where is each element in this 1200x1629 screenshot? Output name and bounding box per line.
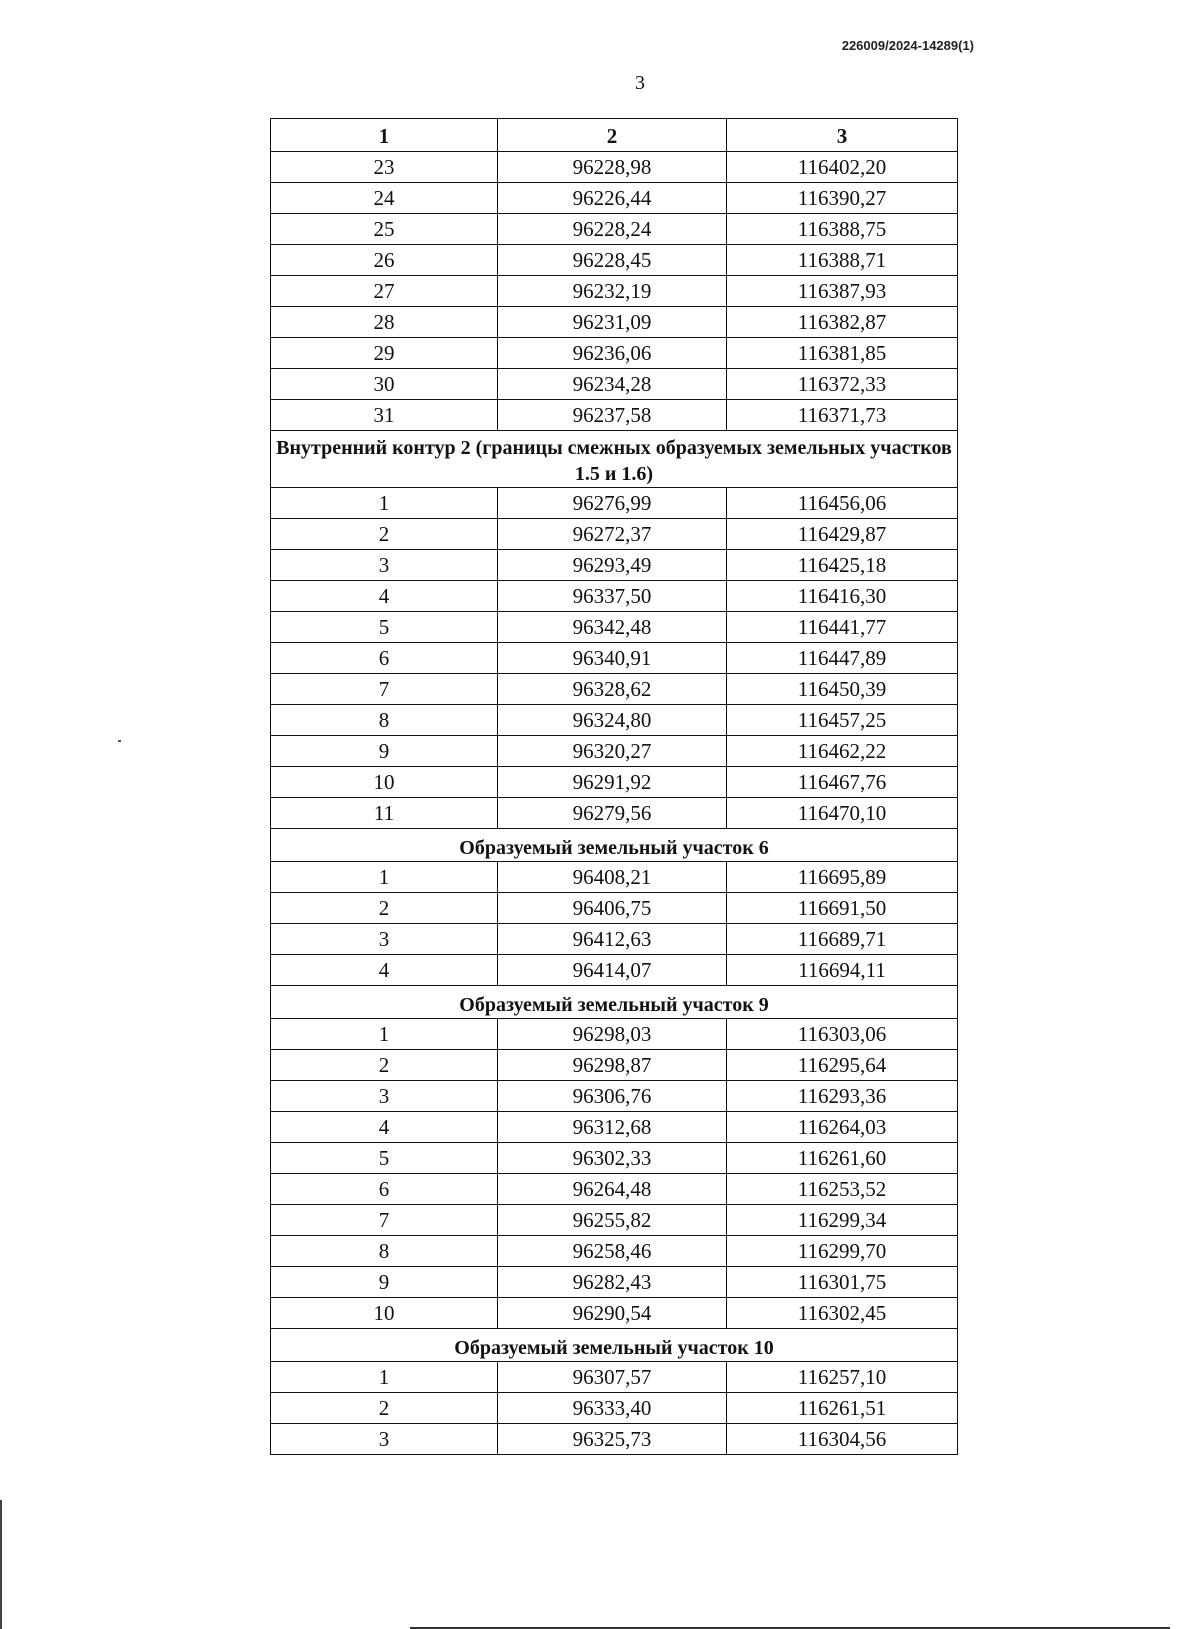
- table-row: [271, 1424, 958, 1455]
- y-coordinate-cell: 116429,87: [727, 519, 958, 550]
- table-row: [271, 612, 958, 643]
- table-row: [271, 550, 958, 581]
- y-coordinate-cell: 116456,06: [727, 488, 958, 519]
- table-row: [271, 955, 958, 986]
- x-coordinate-cell: 96337,50: [498, 581, 727, 612]
- y-coordinate-cell: 116691,50: [727, 893, 958, 924]
- x-coordinate-cell: 96279,56: [498, 798, 727, 829]
- y-coordinate-cell: 116457,25: [727, 705, 958, 736]
- y-coordinate-cell: 116303,06: [727, 1019, 958, 1050]
- y-coordinate-cell: 116372,33: [727, 369, 958, 400]
- header-col-2: 2: [498, 119, 727, 152]
- y-coordinate-cell: 116388,71: [727, 245, 958, 276]
- document-number: 226009/2024-14289(1): [841, 38, 974, 53]
- y-coordinate-cell: 116293,36: [727, 1081, 958, 1112]
- point-number-cell: 27: [271, 276, 498, 307]
- table-row: [271, 893, 958, 924]
- table-row: [271, 924, 958, 955]
- table-row: [271, 369, 958, 400]
- x-coordinate-cell: 96298,87: [498, 1050, 727, 1081]
- point-number-cell: 10: [271, 767, 498, 798]
- x-coordinate-cell: 96298,03: [498, 1019, 727, 1050]
- table-row: [271, 152, 958, 183]
- table-row: [271, 1174, 958, 1205]
- x-coordinate-cell: 96290,54: [498, 1298, 727, 1329]
- section-header-row: [271, 431, 958, 488]
- x-coordinate-cell: 96408,21: [498, 862, 727, 893]
- y-coordinate-cell: 116425,18: [727, 550, 958, 581]
- x-coordinate-cell: 96236,06: [498, 338, 727, 369]
- y-coordinate-cell: 116695,89: [727, 862, 958, 893]
- table-row: [271, 1267, 958, 1298]
- x-coordinate-cell: 96412,63: [498, 924, 727, 955]
- x-coordinate-cell: 96258,46: [498, 1236, 727, 1267]
- table-row: [271, 1112, 958, 1143]
- y-coordinate-cell: 116299,34: [727, 1205, 958, 1236]
- coordinates-table: [270, 118, 958, 1455]
- y-coordinate-cell: 116295,64: [727, 1050, 958, 1081]
- point-number-cell: 25: [271, 214, 498, 245]
- table-row: [271, 307, 958, 338]
- table-row: [271, 1362, 958, 1393]
- table-header-row: [271, 119, 958, 152]
- point-number-cell: 2: [271, 519, 498, 550]
- x-coordinate-cell: 96231,09: [498, 307, 727, 338]
- point-number-cell: 7: [271, 1205, 498, 1236]
- y-coordinate-cell: 116689,71: [727, 924, 958, 955]
- table-row: [271, 276, 958, 307]
- point-number-cell: 8: [271, 705, 498, 736]
- point-number-cell: 2: [271, 893, 498, 924]
- page-number: 3: [635, 72, 645, 94]
- x-coordinate-cell: 96237,58: [498, 400, 727, 431]
- table-row: [271, 581, 958, 612]
- y-coordinate-cell: 116301,75: [727, 1267, 958, 1298]
- point-number-cell: 7: [271, 674, 498, 705]
- point-number-cell: 5: [271, 1143, 498, 1174]
- x-coordinate-cell: 96312,68: [498, 1112, 727, 1143]
- x-coordinate-cell: 96333,40: [498, 1393, 727, 1424]
- y-coordinate-cell: 116382,87: [727, 307, 958, 338]
- table-row: [271, 767, 958, 798]
- table-row: [271, 643, 958, 674]
- y-coordinate-cell: 116261,60: [727, 1143, 958, 1174]
- point-number-cell: 6: [271, 1174, 498, 1205]
- y-coordinate-cell: 116381,85: [727, 338, 958, 369]
- table-row: [271, 1019, 958, 1050]
- header-col-3: 3: [727, 119, 958, 152]
- point-number-cell: 1: [271, 1362, 498, 1393]
- x-coordinate-cell: 96226,44: [498, 183, 727, 214]
- point-number-cell: 4: [271, 581, 498, 612]
- table-row: [271, 736, 958, 767]
- y-coordinate-cell: 116462,22: [727, 736, 958, 767]
- point-number-cell: 4: [271, 955, 498, 986]
- point-number-cell: 29: [271, 338, 498, 369]
- table-row: [271, 400, 958, 431]
- table-row: [271, 1050, 958, 1081]
- x-coordinate-cell: 96232,19: [498, 276, 727, 307]
- y-coordinate-cell: 116302,45: [727, 1298, 958, 1329]
- point-number-cell: 2: [271, 1050, 498, 1081]
- table-row: [271, 488, 958, 519]
- x-coordinate-cell: 96325,73: [498, 1424, 727, 1455]
- x-coordinate-cell: 96306,76: [498, 1081, 727, 1112]
- point-number-cell: 1: [271, 488, 498, 519]
- x-coordinate-cell: 96264,48: [498, 1174, 727, 1205]
- x-coordinate-cell: 96282,43: [498, 1267, 727, 1298]
- point-number-cell: 31: [271, 400, 498, 431]
- y-coordinate-cell: 116447,89: [727, 643, 958, 674]
- table-row: [271, 1393, 958, 1424]
- x-coordinate-cell: 96340,91: [498, 643, 727, 674]
- x-coordinate-cell: 96276,99: [498, 488, 727, 519]
- y-coordinate-cell: 116390,27: [727, 183, 958, 214]
- point-number-cell: 28: [271, 307, 498, 338]
- x-coordinate-cell: 96228,98: [498, 152, 727, 183]
- section-header-row: [271, 986, 958, 1019]
- coordinates-table-body: [271, 119, 958, 1455]
- section-title: Образуемый земельный участок 10: [271, 1329, 958, 1362]
- point-number-cell: 30: [271, 369, 498, 400]
- table-row: [271, 1236, 958, 1267]
- y-coordinate-cell: 116694,11: [727, 955, 958, 986]
- y-coordinate-cell: 116450,39: [727, 674, 958, 705]
- point-number-cell: 5: [271, 612, 498, 643]
- point-number-cell: 9: [271, 736, 498, 767]
- x-coordinate-cell: 96328,62: [498, 674, 727, 705]
- x-coordinate-cell: 96293,49: [498, 550, 727, 581]
- y-coordinate-cell: 116371,73: [727, 400, 958, 431]
- x-coordinate-cell: 96272,37: [498, 519, 727, 550]
- x-coordinate-cell: 96291,92: [498, 767, 727, 798]
- point-number-cell: 26: [271, 245, 498, 276]
- section-title: Образуемый земельный участок 9: [271, 986, 958, 1019]
- table-row: [271, 338, 958, 369]
- table-row: [271, 245, 958, 276]
- x-coordinate-cell: 96342,48: [498, 612, 727, 643]
- point-number-cell: 8: [271, 1236, 498, 1267]
- header-col-1: 1: [271, 119, 498, 152]
- table-row: [271, 183, 958, 214]
- x-coordinate-cell: 96234,28: [498, 369, 727, 400]
- x-coordinate-cell: 96228,45: [498, 245, 727, 276]
- x-coordinate-cell: 96324,80: [498, 705, 727, 736]
- y-coordinate-cell: 116264,03: [727, 1112, 958, 1143]
- y-coordinate-cell: 116304,56: [727, 1424, 958, 1455]
- y-coordinate-cell: 116470,10: [727, 798, 958, 829]
- table-row: [271, 705, 958, 736]
- table-row: [271, 519, 958, 550]
- point-number-cell: 24: [271, 183, 498, 214]
- point-number-cell: 9: [271, 1267, 498, 1298]
- point-number-cell: 6: [271, 643, 498, 674]
- y-coordinate-cell: 116299,70: [727, 1236, 958, 1267]
- point-number-cell: 4: [271, 1112, 498, 1143]
- y-coordinate-cell: 116416,30: [727, 581, 958, 612]
- y-coordinate-cell: 116402,20: [727, 152, 958, 183]
- x-coordinate-cell: 96228,24: [498, 214, 727, 245]
- section-header-row: [271, 829, 958, 862]
- section-header-row: [271, 1329, 958, 1362]
- table-row: [271, 674, 958, 705]
- table-row: [271, 214, 958, 245]
- x-coordinate-cell: 96414,07: [498, 955, 727, 986]
- x-coordinate-cell: 96320,27: [498, 736, 727, 767]
- y-coordinate-cell: 116387,93: [727, 276, 958, 307]
- x-coordinate-cell: 96255,82: [498, 1205, 727, 1236]
- x-coordinate-cell: 96406,75: [498, 893, 727, 924]
- y-coordinate-cell: 116441,77: [727, 612, 958, 643]
- table-row: [271, 1081, 958, 1112]
- section-title: Внутренний контур 2 (границы смежных образуемых земельных участков 1.5 и 1.6): [271, 431, 958, 488]
- table-row: [271, 1298, 958, 1329]
- y-coordinate-cell: 116257,10: [727, 1362, 958, 1393]
- point-number-cell: 10: [271, 1298, 498, 1329]
- y-coordinate-cell: 116467,76: [727, 767, 958, 798]
- point-number-cell: 1: [271, 862, 498, 893]
- point-number-cell: 1: [271, 1019, 498, 1050]
- point-number-cell: 11: [271, 798, 498, 829]
- section-title: Образуемый земельный участок 6: [271, 829, 958, 862]
- point-number-cell: 3: [271, 1424, 498, 1455]
- point-number-cell: 23: [271, 152, 498, 183]
- table-row: [271, 1143, 958, 1174]
- table-row: [271, 862, 958, 893]
- point-number-cell: 3: [271, 924, 498, 955]
- point-number-cell: 2: [271, 1393, 498, 1424]
- x-coordinate-cell: 96302,33: [498, 1143, 727, 1174]
- point-number-cell: 3: [271, 550, 498, 581]
- scan-edge: [0, 1500, 2, 1629]
- table-row: [271, 798, 958, 829]
- scan-mark: [118, 740, 121, 742]
- y-coordinate-cell: 116388,75: [727, 214, 958, 245]
- y-coordinate-cell: 116261,51: [727, 1393, 958, 1424]
- x-coordinate-cell: 96307,57: [498, 1362, 727, 1393]
- y-coordinate-cell: 116253,52: [727, 1174, 958, 1205]
- table-row: [271, 1205, 958, 1236]
- point-number-cell: 3: [271, 1081, 498, 1112]
